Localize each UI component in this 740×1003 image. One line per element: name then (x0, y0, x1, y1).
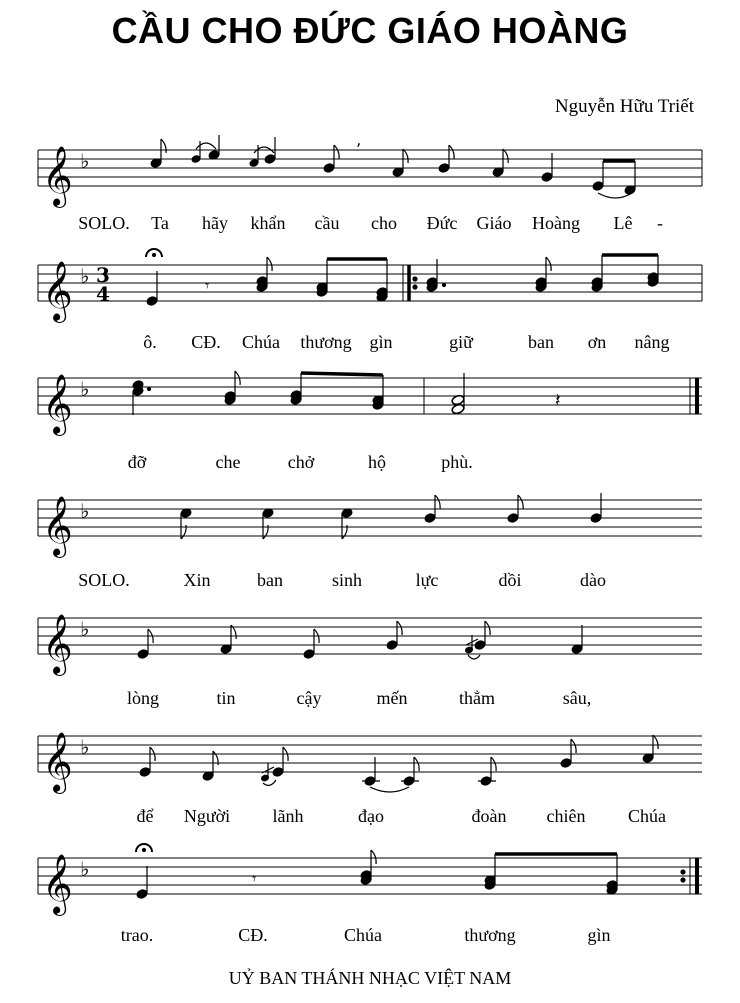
staff-system-5 (0, 605, 740, 685)
lyric-syllable: Lê (613, 213, 633, 233)
treble-clef-icon: 𝄞 (42, 854, 73, 914)
staff-system-1 (0, 135, 740, 215)
flat-icon: ♭ (80, 377, 90, 401)
lyric-syllable: cho (371, 213, 397, 233)
lyric-syllable: Hoàng (532, 213, 580, 233)
lyric-syllable: - (657, 213, 663, 233)
lyric-syllable: SOLO. (78, 213, 130, 233)
treble-clef-icon: 𝄞 (42, 261, 73, 321)
time-signature-bottom: 4 (96, 282, 110, 306)
lyric-syllable: cậy (296, 688, 322, 708)
treble-clef-icon: 𝄞 (42, 732, 73, 792)
composer-name: Nguyễn Hữu Triết (554, 96, 694, 117)
lyric-syllable: đạo (358, 806, 384, 826)
treble-clef-icon: 𝄞 (42, 496, 73, 556)
lyrics-line-3 (0, 452, 740, 478)
svg-text:𝄾: 𝄾 (252, 869, 257, 888)
lyric-syllable: thẳm (459, 688, 495, 708)
lyric-syllable: chiên (546, 806, 586, 826)
lyrics-line-2 (0, 332, 740, 358)
lyric-syllable: Chúa (242, 332, 280, 352)
time-signature-top: 3 (96, 263, 110, 287)
lyric-syllable: chở (287, 452, 315, 472)
lyric-syllable: hãy (202, 213, 228, 233)
lyric-syllable: Người (183, 806, 231, 826)
lyric-syllable: trao. (120, 925, 154, 945)
lyric-syllable: ban (257, 570, 283, 590)
lyric-syllable: dào (580, 570, 606, 590)
flat-icon: ♭ (80, 857, 90, 881)
lyric-syllable: Chúa (344, 925, 382, 945)
flat-icon: ♭ (80, 499, 90, 523)
flat-icon: ♭ (80, 264, 90, 288)
lyrics-line-4 (0, 570, 740, 596)
lyric-syllable: sinh (331, 570, 363, 590)
lyric-syllable: để (136, 806, 154, 826)
treble-clef-icon: 𝄞 (42, 374, 73, 434)
lyric-syllable: CĐ. (238, 925, 268, 945)
staff-system-6 (0, 723, 740, 803)
lyric-syllable: Ta (151, 213, 169, 233)
lyric-syllable: nâng (634, 332, 670, 352)
lyric-syllable: gìn (369, 332, 393, 352)
lyric-syllable: Xin (183, 570, 211, 590)
staff-system-3 (0, 365, 740, 445)
lyrics-line-7 (0, 925, 740, 951)
lyric-syllable: CĐ. (191, 332, 221, 352)
lyrics-line-5 (0, 688, 740, 714)
staff-system-2 (0, 245, 740, 330)
song-title: CẦU CHO ĐỨC GIÁO HOÀNG (111, 10, 629, 51)
lyric-syllable: phù. (441, 452, 473, 472)
lyric-syllable: hộ (368, 452, 386, 472)
lyric-syllable: đỡ (127, 452, 147, 472)
lyric-syllable: dồi (498, 570, 522, 590)
lyric-syllable: sâu, (562, 688, 592, 708)
lyric-syllable: Đức (426, 213, 458, 233)
svg-text:𝄽: 𝄽 (555, 390, 561, 411)
flat-icon: ♭ (80, 617, 90, 641)
svg-text:𝄾: 𝄾 (205, 276, 210, 295)
staff-system-4 (0, 487, 740, 567)
lyric-syllable: khẩn (250, 213, 286, 233)
flat-icon: ♭ (80, 735, 90, 759)
lyric-syllable: gìn (587, 925, 611, 945)
lyric-syllable: cầu (314, 213, 340, 233)
lyric-syllable: lãnh (272, 806, 304, 826)
lyric-syllable: lòng (126, 688, 160, 708)
svg-text:ʼ: ʼ (356, 140, 362, 159)
staff-system-7 (0, 838, 740, 918)
lyric-syllable: ơn (587, 332, 607, 352)
lyric-syllable: Giáo (476, 213, 512, 233)
lyric-syllable: lực (415, 570, 439, 590)
lyric-syllable: ban (528, 332, 554, 352)
treble-clef-icon: 𝄞 (42, 146, 73, 206)
lyric-syllable: SOLO. (78, 570, 130, 590)
lyric-syllable: mến (376, 688, 408, 708)
lyric-syllable: đoàn (471, 806, 507, 826)
lyrics-line-1 (0, 213, 740, 239)
lyric-syllable: thương (464, 925, 516, 945)
flat-icon: ♭ (80, 149, 90, 173)
treble-clef-icon: 𝄞 (42, 614, 73, 674)
lyric-syllable: che (215, 452, 241, 472)
lyric-syllable: giữ (449, 332, 473, 352)
lyrics-line-6 (0, 806, 740, 832)
publisher-footer: UỶ BAN THÁNH NHẠC VIỆT NAM (228, 968, 512, 988)
lyric-syllable: Chúa (628, 806, 666, 826)
lyric-syllable: tin (216, 688, 236, 708)
lyric-syllable: thương (300, 332, 352, 352)
lyric-syllable: ô. (143, 332, 157, 352)
